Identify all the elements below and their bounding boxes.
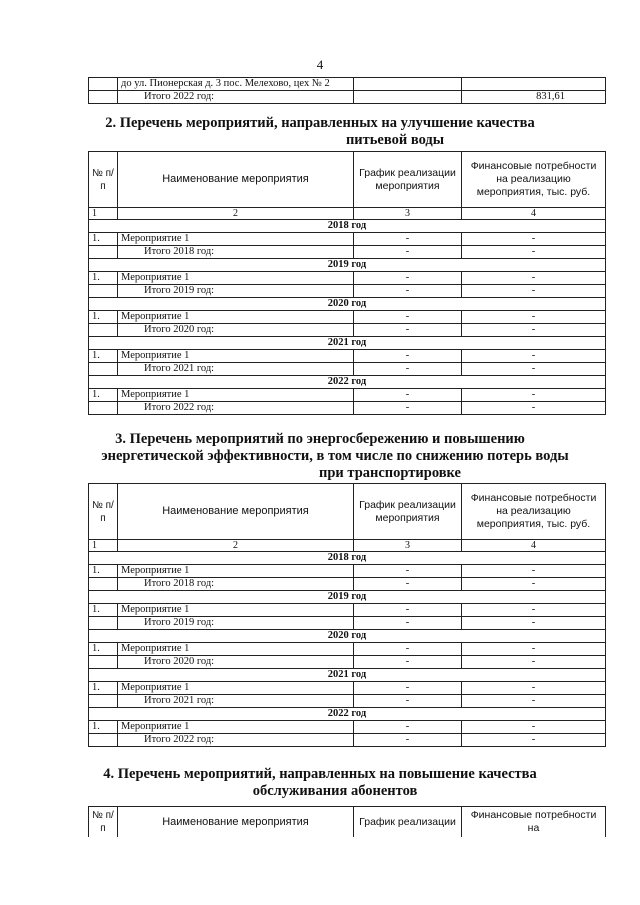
- cell-item-name: Мероприятие 1: [118, 233, 354, 246]
- cell-total-finance: -: [462, 324, 606, 337]
- table-row: [89, 233, 606, 246]
- section4-title-line1: 4. Перечень мероприятий, направленных на повышение качества: [103, 766, 537, 782]
- cell-total-finance: -: [462, 363, 606, 376]
- header-finance: Финансовые потребности на: [462, 807, 606, 838]
- cell-item-finance: -: [462, 565, 606, 578]
- cell-item-name: Мероприятие 1: [118, 311, 354, 324]
- cell-item-schedule: -: [354, 721, 462, 734]
- header-finance: Финансовые потребности на реализацию мероприятия, тыс. руб.: [462, 152, 606, 208]
- cell-total-finance: -: [462, 695, 606, 708]
- cell-item-schedule: -: [354, 604, 462, 617]
- section2-title-line2: питьевой воды: [345, 132, 445, 148]
- cell-item-finance: -: [462, 350, 606, 363]
- table-row: [89, 363, 606, 376]
- header-name: Наименование мероприятия: [118, 152, 354, 208]
- year-block: [89, 591, 606, 630]
- cell-item-name: Мероприятие 1: [118, 389, 354, 402]
- year-block: [89, 259, 606, 298]
- cell-item-finance: -: [462, 272, 606, 285]
- header-name: Наименование мероприятия: [118, 807, 354, 838]
- cell-item-schedule: -: [354, 311, 462, 324]
- cell-total-schedule: -: [354, 656, 462, 669]
- table-row: [89, 578, 606, 591]
- header-schedule: График реализации мероприятия: [354, 152, 462, 208]
- table-header-row: [89, 484, 606, 540]
- cell-total-label: Итого 2019 год:: [118, 285, 354, 298]
- table-row: [89, 734, 606, 747]
- year-row: [89, 708, 606, 721]
- year-label: 2021 год: [89, 669, 606, 682]
- prev-table: [88, 77, 606, 104]
- section3-title-line1: 3. Перечень мероприятий по энергосбережению и повышению: [115, 431, 525, 447]
- cell-n: [89, 246, 118, 259]
- table-row: [89, 643, 606, 656]
- table-header-row: [89, 807, 606, 838]
- year-label: 2021 год: [89, 337, 606, 350]
- cell-finance: [462, 78, 606, 91]
- table-row: [89, 311, 606, 324]
- cell-n: 1.: [89, 682, 118, 695]
- year-row: [89, 376, 606, 389]
- year-label: 2018 год: [89, 552, 606, 565]
- cell-item-finance: -: [462, 643, 606, 656]
- header-number: № п/п: [89, 152, 118, 208]
- cell-n: 1.: [89, 565, 118, 578]
- year-block: [89, 552, 606, 591]
- section2-table: [88, 151, 606, 415]
- cell-finance-total: 831,61: [462, 91, 606, 104]
- year-label: 2020 год: [89, 630, 606, 643]
- table-row: [89, 402, 606, 415]
- cell-n: 1.: [89, 311, 118, 324]
- year-label: 2020 год: [89, 298, 606, 311]
- year-block: [89, 630, 606, 669]
- cell-n: [89, 285, 118, 298]
- cell-item-name: Мероприятие 1: [118, 604, 354, 617]
- year-label: 2018 год: [89, 220, 606, 233]
- cell-total-finance: -: [462, 246, 606, 259]
- year-block: [89, 298, 606, 337]
- cell-total-finance: -: [462, 734, 606, 747]
- page-number: 4: [316, 57, 324, 72]
- table-row: [89, 272, 606, 285]
- section4-table: [88, 806, 606, 837]
- cell-total-label: Итого 2022 год:: [118, 734, 354, 747]
- cell-total-schedule: -: [354, 402, 462, 415]
- table-row: [89, 91, 606, 104]
- table-row: [89, 695, 606, 708]
- table-row: [89, 389, 606, 402]
- table-row: [89, 350, 606, 363]
- section3-table: [88, 483, 606, 747]
- header-schedule: График реализации: [354, 807, 462, 838]
- cell-total-label: Итого 2021 год:: [118, 695, 354, 708]
- cell-item-finance: -: [462, 604, 606, 617]
- year-row: [89, 298, 606, 311]
- col-num-2: 2: [118, 208, 354, 220]
- col-num-2: 2: [118, 540, 354, 552]
- table-row: [89, 285, 606, 298]
- cell-n: 1.: [89, 643, 118, 656]
- year-label: 2022 год: [89, 708, 606, 721]
- cell-item-schedule: -: [354, 682, 462, 695]
- cell-total-schedule: -: [354, 734, 462, 747]
- cell-total-schedule: -: [354, 324, 462, 337]
- year-block: [89, 708, 606, 747]
- cell-n: 1.: [89, 604, 118, 617]
- year-row: [89, 591, 606, 604]
- cell-n: 1.: [89, 233, 118, 246]
- section4-title-line2: обслуживания абонентов: [252, 783, 418, 799]
- table-row: [89, 682, 606, 695]
- cell-total-schedule: -: [354, 617, 462, 630]
- table-row: [89, 656, 606, 669]
- cell-total-schedule: -: [354, 578, 462, 591]
- section2-title-line1: 2. Перечень мероприятий, направленных на улучшение качества: [105, 115, 535, 131]
- cell-n: [89, 78, 118, 91]
- cell-total-label: Итого 2020 год:: [118, 656, 354, 669]
- cell-n: 1.: [89, 389, 118, 402]
- header-number: № п/п: [89, 807, 118, 838]
- cell-n: [89, 617, 118, 630]
- year-row: [89, 630, 606, 643]
- cell-n: 1.: [89, 350, 118, 363]
- col-num-1: 1: [89, 540, 118, 552]
- cell-item-finance: -: [462, 682, 606, 695]
- cell-n: [89, 402, 118, 415]
- cell-total-label: Итого 2021 год:: [118, 363, 354, 376]
- cell-schedule: [354, 78, 462, 91]
- table-row: [89, 78, 606, 91]
- year-block: [89, 337, 606, 376]
- cell-n: [89, 363, 118, 376]
- table-row: [89, 246, 606, 259]
- cell-item-schedule: -: [354, 565, 462, 578]
- column-number-row: [89, 208, 606, 220]
- cell-item-schedule: -: [354, 389, 462, 402]
- cell-item-finance: -: [462, 389, 606, 402]
- year-block: [89, 376, 606, 415]
- table-row: [89, 721, 606, 734]
- cell-item-name: Мероприятие 1: [118, 565, 354, 578]
- cell-item-finance: -: [462, 311, 606, 324]
- section3-title-line3: при транспортировке: [319, 465, 461, 481]
- cell-total-finance: -: [462, 285, 606, 298]
- header-name: Наименование мероприятия: [118, 484, 354, 540]
- cell-total-schedule: -: [354, 695, 462, 708]
- header-schedule: График реализации мероприятия: [354, 484, 462, 540]
- cell-n: [89, 91, 118, 104]
- year-row: [89, 220, 606, 233]
- table-row: [89, 324, 606, 337]
- cell-total-label: Итого 2018 год:: [118, 246, 354, 259]
- cell-n: 1.: [89, 721, 118, 734]
- section4-title: [0, 766, 640, 800]
- cell-n: [89, 656, 118, 669]
- col-num-4: 4: [462, 208, 606, 220]
- cell-total-label: Итого 2018 год:: [118, 578, 354, 591]
- cell-total-schedule: -: [354, 246, 462, 259]
- col-num-1: 1: [89, 208, 118, 220]
- cell-item-name: Мероприятие 1: [118, 682, 354, 695]
- cell-item-schedule: -: [354, 272, 462, 285]
- year-label: 2022 год: [89, 376, 606, 389]
- cell-item-name: Мероприятие 1: [118, 272, 354, 285]
- cell-item-name: Мероприятие 1: [118, 721, 354, 734]
- cell-n: [89, 695, 118, 708]
- cell-schedule: [354, 91, 462, 104]
- cell-total-label: Итого 2020 год:: [118, 324, 354, 337]
- section3-title: [0, 431, 640, 482]
- cell-n: [89, 578, 118, 591]
- cell-item-name: Мероприятие 1: [118, 350, 354, 363]
- section3-title-line2: энергетической эффективности, в том числе по снижению потерь воды: [101, 448, 569, 464]
- table-header-row: [89, 152, 606, 208]
- cell-item-finance: -: [462, 721, 606, 734]
- cell-item-finance: -: [462, 233, 606, 246]
- cell-total-label: Итого 2022 год:: [118, 91, 354, 104]
- year-row: [89, 669, 606, 682]
- cell-name: до ул. Пионерская д. 3 пос. Мелехово, цех № 2: [118, 78, 354, 91]
- year-label: 2019 год: [89, 259, 606, 272]
- cell-item-schedule: -: [354, 643, 462, 656]
- year-block: [89, 220, 606, 259]
- cell-n: 1.: [89, 272, 118, 285]
- year-row: [89, 337, 606, 350]
- col-num-3: 3: [354, 208, 462, 220]
- table-row: [89, 604, 606, 617]
- column-number-row: [89, 540, 606, 552]
- header-finance: Финансовые потребности на реализацию мероприятия, тыс. руб.: [462, 484, 606, 540]
- table-row: [89, 617, 606, 630]
- cell-total-finance: -: [462, 402, 606, 415]
- cell-total-finance: -: [462, 656, 606, 669]
- cell-total-schedule: -: [354, 285, 462, 298]
- cell-n: [89, 734, 118, 747]
- year-row: [89, 259, 606, 272]
- cell-total-schedule: -: [354, 363, 462, 376]
- year-row: [89, 552, 606, 565]
- col-num-3: 3: [354, 540, 462, 552]
- cell-item-schedule: -: [354, 350, 462, 363]
- header-number: № п/п: [89, 484, 118, 540]
- cell-total-finance: -: [462, 617, 606, 630]
- cell-n: [89, 324, 118, 337]
- year-label: 2019 год: [89, 591, 606, 604]
- cell-total-label: Итого 2019 год:: [118, 617, 354, 630]
- cell-item-name: Мероприятие 1: [118, 643, 354, 656]
- year-block: [89, 669, 606, 708]
- section2-title: [0, 115, 640, 149]
- cell-total-label: Итого 2022 год:: [118, 402, 354, 415]
- col-num-4: 4: [462, 540, 606, 552]
- cell-total-finance: -: [462, 578, 606, 591]
- table-row: [89, 565, 606, 578]
- cell-item-schedule: -: [354, 233, 462, 246]
